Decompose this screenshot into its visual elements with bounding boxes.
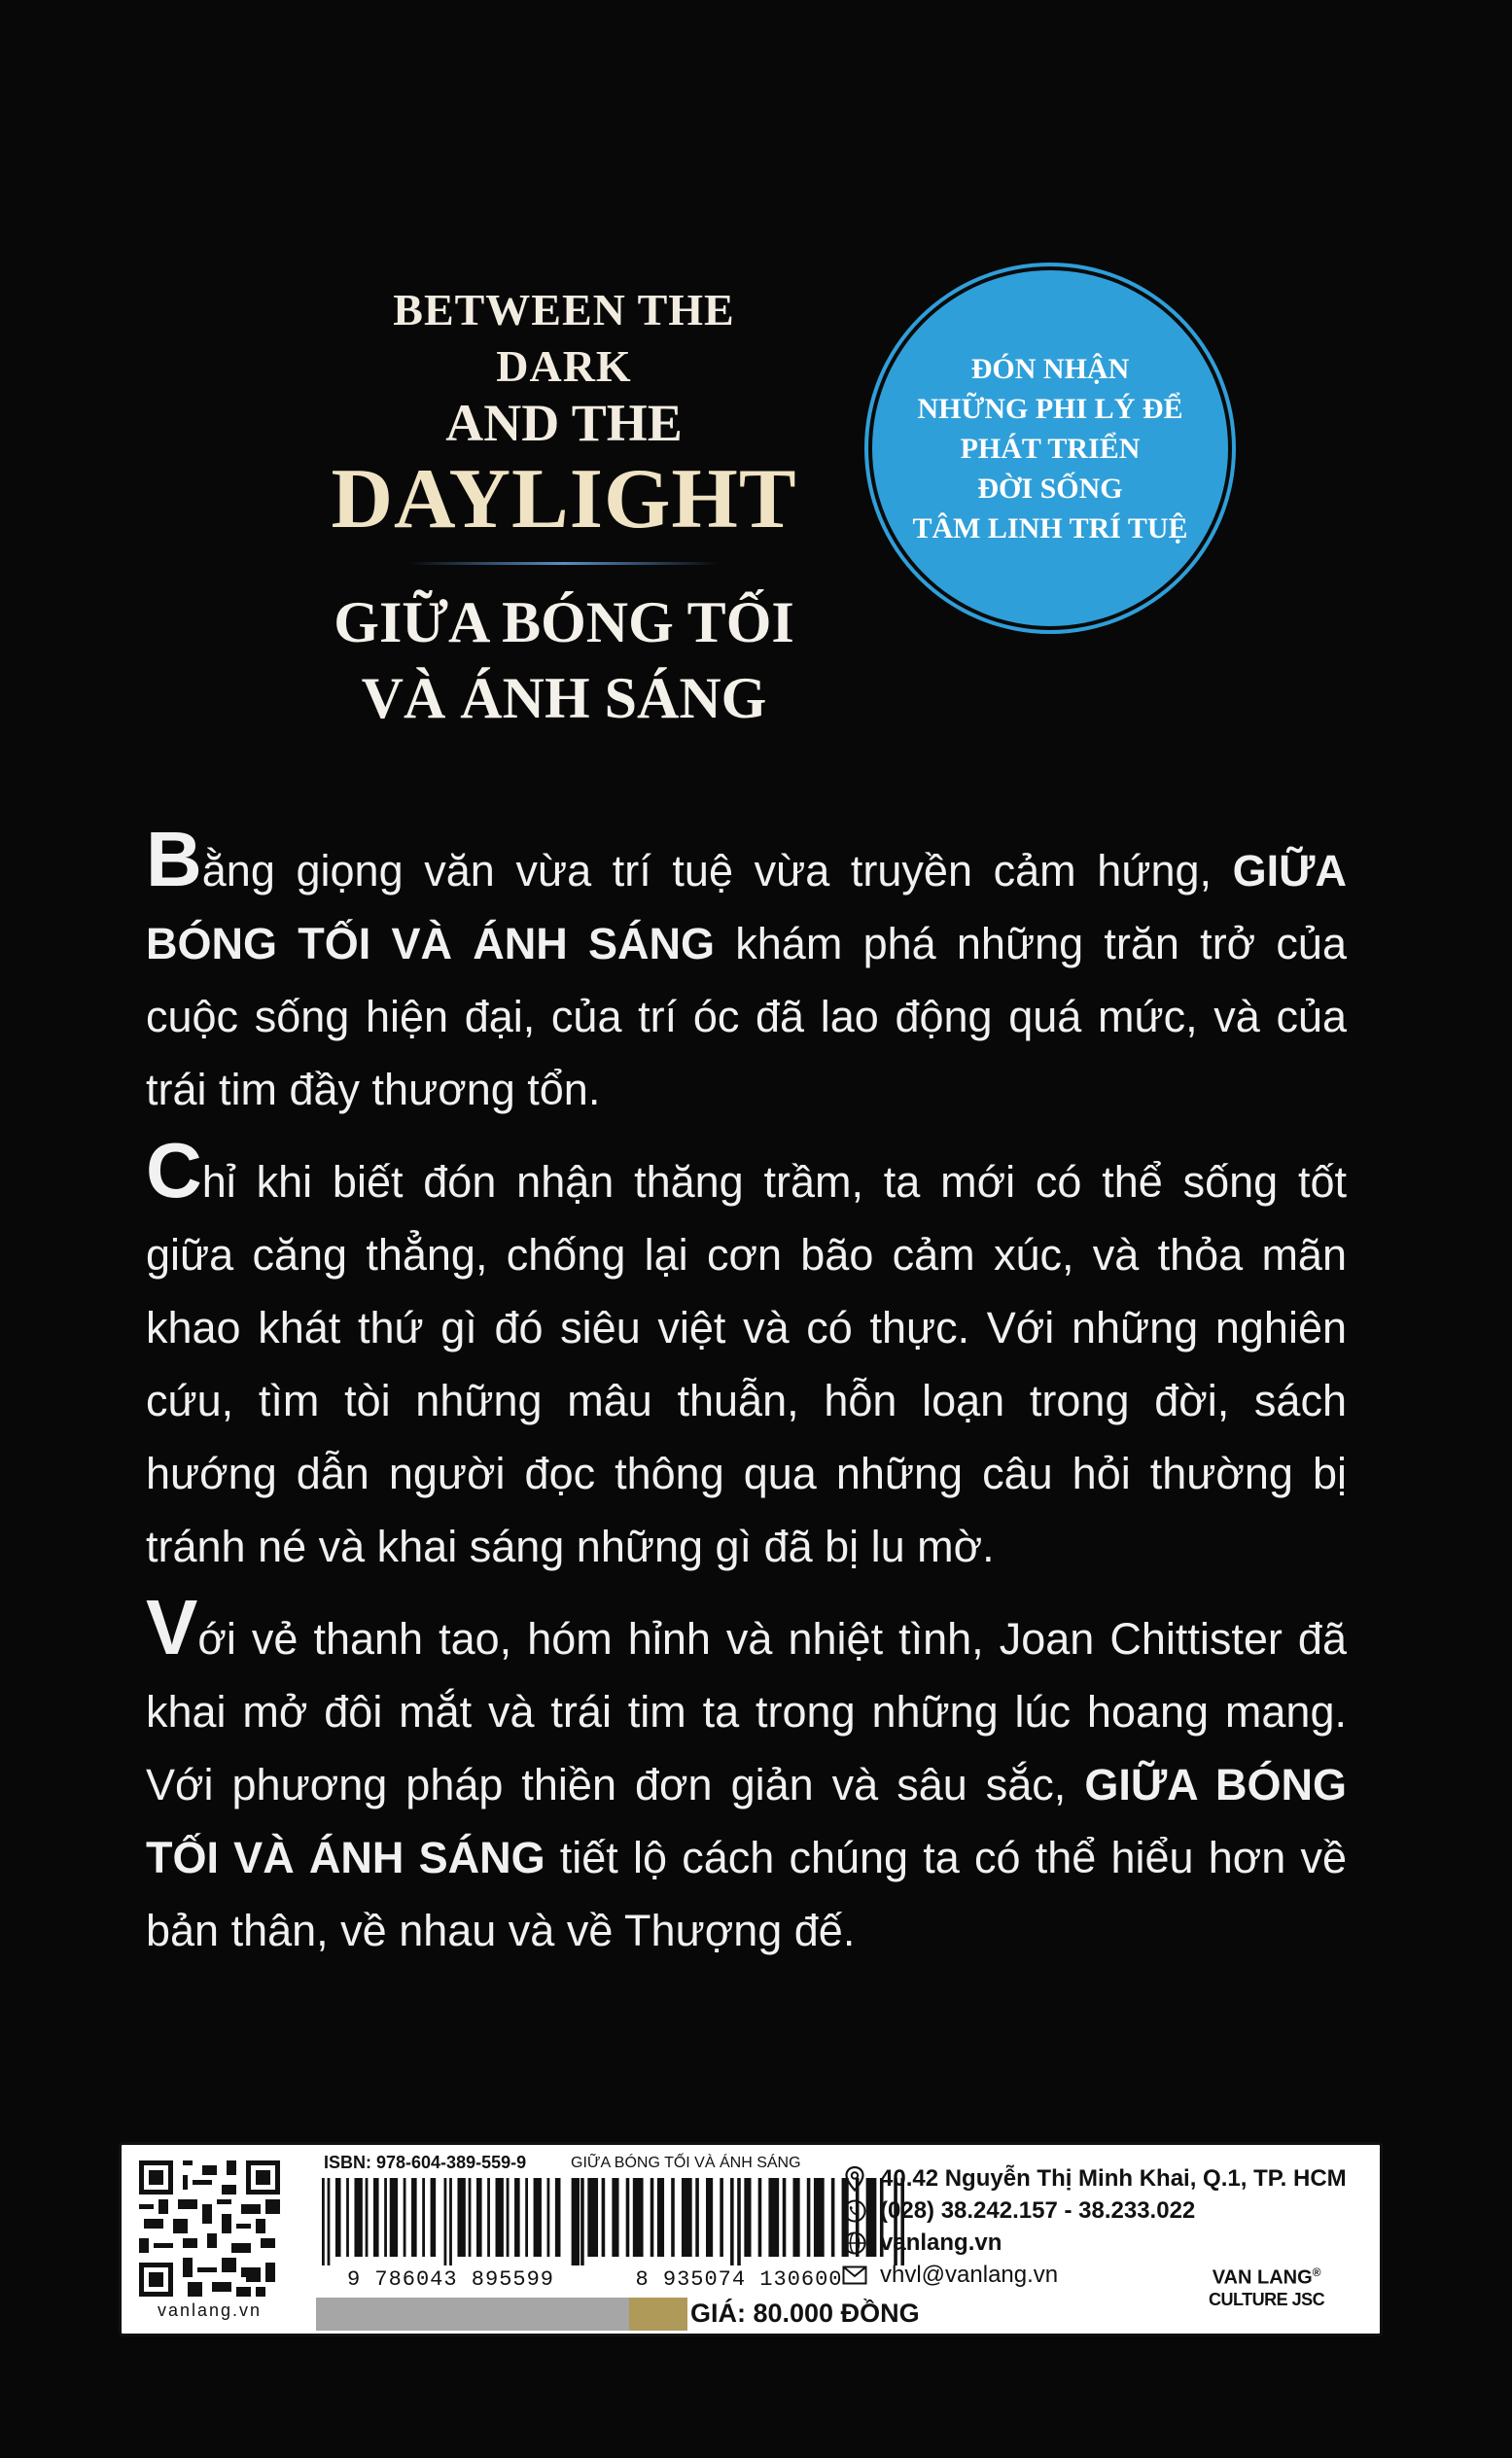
email-text: vhvl@vanlang.vn (880, 2261, 1059, 2288)
isbn-label: ISBN: 978-604-389-559-9 (324, 2153, 527, 2172)
badge-line3: PHÁT TRIỂN (960, 432, 1141, 465)
blurb-paragraph-1 (146, 816, 1347, 1126)
ean-barcode-number: 8 935074 130600 (635, 2267, 843, 2292)
isbn-barcode-number: 9 786043 895599 (346, 2267, 555, 2292)
qr-label: vanlang.vn (157, 2300, 263, 2320)
gold-strip (629, 2298, 687, 2331)
text-run: khám phá những trăn trở của cuộc sống hiện đại, của trí óc đã lao động quá mức, và của trái tim đầy thương tổn. (146, 919, 1347, 1114)
barcode-book-title: GIỮA BÓNG TỐI VÀ ÁNH SÁNG (571, 2155, 801, 2171)
blurb (146, 816, 1347, 1986)
registered-mark: ® (1312, 2265, 1321, 2279)
contact-address (841, 2162, 1347, 2195)
text-run: tiết lộ cách chúng ta có thể hiểu hơn về bản thân, về nhau và về Thượng đế. (146, 1833, 1347, 1955)
book-title (321, 282, 807, 736)
badge-line5: TÂM LINH TRÍ TUỆ (912, 511, 1188, 544)
blurb-paragraph-3 (146, 1584, 1347, 1967)
globe-icon (841, 2230, 868, 2257)
publisher-name: VAN LANG (1212, 2266, 1313, 2289)
badge-line2: NHỮNG PHI LÝ ĐỂ (917, 392, 1183, 425)
website-text: vanlang.vn (880, 2229, 1002, 2256)
title-vi-line1: GIỮA BÓNG TỐI (334, 590, 794, 654)
location-pin-icon (841, 2165, 868, 2193)
address-text: 40.42 Nguyễn Thị Minh Khai, Q.1, TP. HCM (880, 2164, 1347, 2192)
contact-phone (841, 2195, 1347, 2227)
text-run: ằng giọng văn vừa trí tuệ vừa truyền cảm hứng, (201, 846, 1233, 895)
tagline-badge (872, 270, 1228, 626)
phone-text: (028) 38.242.157 - 38.233.022 (880, 2196, 1196, 2224)
price-label: GIÁ: 80.000 ĐỒNG (690, 2299, 920, 2328)
qr-code-icon (139, 2160, 280, 2297)
title-en-line3: DAYLIGHT (331, 452, 797, 546)
footer-panel (119, 2142, 1383, 2336)
text-run: ới vẻ thanh tao, hóm hỉnh và nhiệt tình, Joan Chittister đã khai mở đôi mắt và trái tim ta trong những lúc hoang mang. Với phương pháp thiền đơn giản và sâu sắc, (146, 1614, 1347, 1809)
publisher-logo (1209, 2262, 1324, 2310)
contact-website (841, 2227, 1347, 2259)
dropcap: C (146, 1127, 202, 1213)
title-en-line2: AND THE (445, 394, 683, 452)
envelope-icon (841, 2262, 868, 2289)
title-en-line1: BETWEEN THE DARK (393, 285, 735, 391)
blurb-paragraph-2 (146, 1127, 1347, 1583)
text-run: hỉ khi biết đón nhận thăng trầm, ta mới có thể sống tốt giữa căng thẳng, chống lại cơn bão cảm xúc, và thỏa mãn khao khát thứ gì đó siêu việt và có thực. Với những nghiên cứu, tìm tòi những mâu thuẫn, hỗn loạn trong đời, sách hướng dẫn người đọc thông qua những câu hỏi thường bị tránh né và khai sáng những gì đã bị lu mờ. (146, 1157, 1347, 1571)
publisher-company: CULTURE JSC (1209, 2289, 1325, 2309)
title-divider (408, 562, 720, 565)
dropcap: V (146, 1584, 198, 1670)
badge-line1: ĐÓN NHẬN (970, 352, 1130, 385)
title-vi-line2: VÀ ÁNH SÁNG (361, 666, 767, 730)
bold-title: GIỮA BÓNG TỐI VÀ ÁNH SÁNG (146, 1760, 1347, 1882)
bold-title: GIỮA BÓNG TỐI VÀ ÁNH SÁNG (146, 846, 1347, 968)
isbn-barcode (322, 2178, 580, 2265)
badge-line4: ĐỜI SỐNG (977, 472, 1123, 505)
dropcap: B (146, 816, 202, 902)
grey-strip (316, 2298, 629, 2331)
phone-icon (841, 2197, 868, 2225)
